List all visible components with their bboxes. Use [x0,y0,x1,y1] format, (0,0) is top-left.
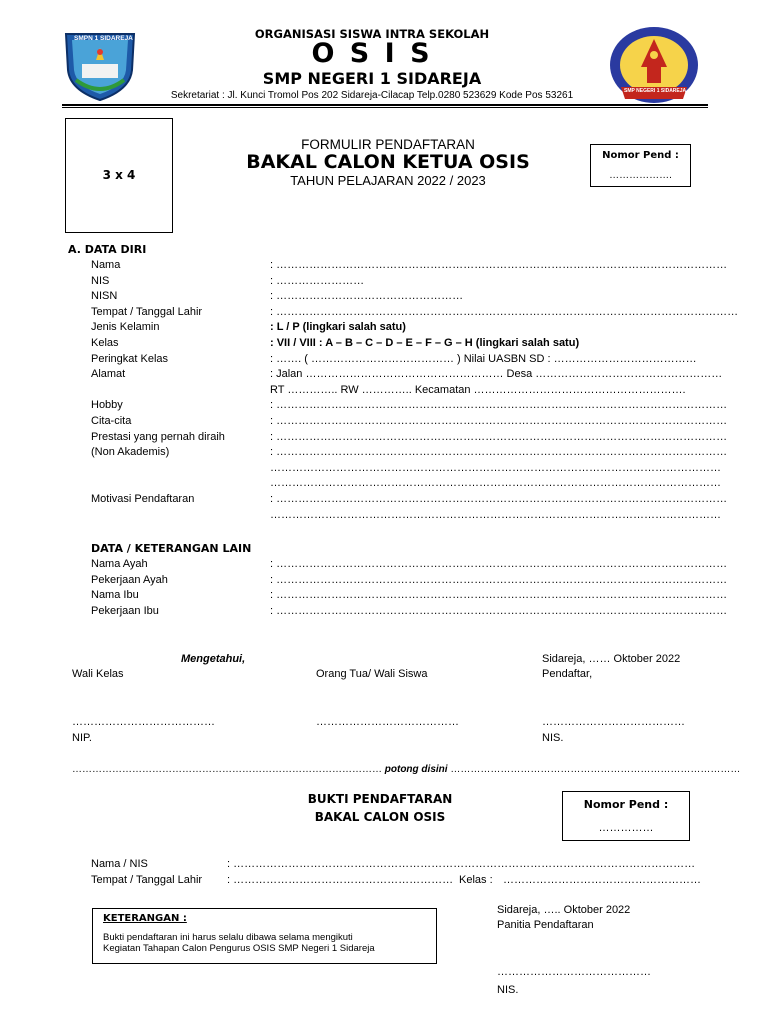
form-row-label: Cita-cita [91,415,132,427]
photo-size-label: 3 x 4 [102,168,136,182]
org-name: ORGANISASI SISWA INTRA SEKOLAH [254,27,490,41]
form-row-field[interactable]: : …………………………………………………………………………………………………………… [270,589,728,602]
form-row-field[interactable]: …………………………………………………………………………………………………………… [270,477,721,490]
form-row-field[interactable]: : …………………………………………………………………………………………………………… [270,604,728,617]
form-row-label: (Non Akademis) [91,446,170,459]
form-row-field[interactable]: : …………………………………………………………………………………………………………… [270,573,728,586]
receipt-place-date: Sidareja, ….. Oktober 2022 [497,904,631,916]
header-rule-thin [62,107,708,108]
form-row-label: NISN [91,290,118,303]
form-row-field[interactable]: : ……. ( ………………………………… ) Nilai UASBN SD : ………………………………… [270,352,697,365]
form-row-field[interactable]: : L / P (lingkari salah satu) [270,321,406,334]
cut-label: potong disini [384,764,448,775]
pendaftar-label: Pendaftar, [542,668,593,680]
form-row-label: Pekerjaan Ayah [91,573,168,586]
receipt-kelas-label: Kelas : [459,874,493,886]
form-row-label: Alamat [91,368,126,381]
wali-kelas-label: Wali Kelas [72,668,124,680]
cut-line-right: …………………………………………………………………………… [450,764,741,775]
secretariat-address: Sekretariat : Jl. Kunci Tromol Pos 202 Sidareja-Cilacap Telp.0280 523629 Kode Pos 53261 [170,90,574,101]
form-row-label: NIS [91,274,110,287]
form-row-field[interactable]: : …………………………………………………………………………………………………………… [270,415,728,427]
cut-line [72,764,741,775]
section-a-heading: A. DATA DIRI [68,243,147,256]
receipt-number-value[interactable]: …………… [598,822,654,834]
orang-tua-label: Orang Tua/ Wali Siswa [316,668,428,680]
receipt-kelas-field[interactable]: ……………………………………………… [503,874,701,886]
school-logo-right [607,25,701,105]
form-row-field[interactable]: : …………………………………………… [270,290,464,303]
cut-line-left: ………………………………………………………………………………… [72,764,382,775]
keterangan-title: KETERANGAN : [103,913,187,924]
form-row-field[interactable]: : …………………………………………………………………………………………………………… [270,259,728,271]
receipt-ttl-field[interactable]: : …………………………………………………… [227,874,454,886]
header-rule-thick [62,104,708,106]
osis-title: O S I S [311,38,433,69]
nip-label: NIP. [72,732,92,744]
logo-left-text: SMPN 1 SIDAREJA [74,35,133,42]
form-row-field[interactable]: …………………………………………………………………………………………………………… [270,508,721,521]
form-row-label: Jenis Kelamin [91,321,160,334]
form-row-label: Hobby [91,399,123,412]
form-row-label: Prestasi yang pernah diraih [91,430,225,443]
form-subtitle: FORMULIR PENDAFTARAN [301,137,475,152]
nis-label: NIS. [542,732,564,744]
form-row-field[interactable]: …………………………………………………………………………………………………………… [270,461,721,474]
pendaftar-signature-line[interactable]: ………………………………… [542,716,685,728]
form-row-field[interactable]: : …………………………………………………………………………………………………………… [270,446,728,459]
form-row-label: Pekerjaan Ibu [91,604,159,617]
receipt-number-label: Nomor Pend : [583,798,669,811]
registration-number-label: Nomor Pend : [602,150,679,161]
form-year: TAHUN PELAJARAN 2022 / 2023 [290,173,486,188]
panitia-label: Panitia Pendaftaran [497,919,594,931]
logo-right-text: SMP NEGERI 1 SIDAREJA [624,88,687,94]
form-row-label: Nama Ayah [91,558,148,570]
panitia-signature-line[interactable]: …………………………………… [497,966,651,978]
section-lain-heading: DATA / KETERANGAN LAIN [91,542,252,555]
receipt-subtitle: BAKAL CALON OSIS [314,810,446,824]
receipt-nama-label: Nama / NIS [91,858,148,870]
keterangan-line-2: Kegiatan Tahapan Calon Pengurus OSIS SMP Negeri 1 Sidareja [103,943,375,954]
keterangan-line-1: Bukti pendaftaran ini harus selalu dibawa selama mengikuti [103,932,353,943]
registration-number-value[interactable]: ………………. [609,170,672,181]
receipt-title: BUKTI PENDAFTARAN [307,792,453,806]
form-row-field[interactable]: : …………………… [270,274,365,287]
receipt-ttl-label: Tempat / Tanggal Lahir [91,874,203,886]
form-row-label: Tempat / Tanggal Lahir [91,305,203,318]
school-name: SMP NEGERI 1 SIDAREJA [262,69,482,88]
form-row-field[interactable]: : …………………………………………………………………………………………………………… [270,430,728,443]
form-row-field[interactable]: : Jalan ……………………………………………… Desa …………………………………………… [270,368,723,381]
receipt-nis-label: NIS. [497,984,519,996]
mengetahui-label: Mengetahui, [181,653,246,665]
form-row-field[interactable]: : …………………………………………………………………………………………………………… [270,399,728,412]
receipt-nama-field[interactable]: : ……………………………………………………………………………………………………………… [227,858,696,870]
form-row-field[interactable]: RT ………….. RW ………….. Kecamatan …………………………………………………. [270,383,686,396]
form-title: BAKAL CALON KETUA OSIS [246,151,530,173]
form-row-field[interactable]: : …………………………………………………………………………………………………………… [270,493,728,505]
signature-place-date: Sidareja, …… Oktober 2022 [542,653,681,665]
form-row-label: Nama [91,259,121,271]
orang-tua-signature-line[interactable]: ………………………………… [316,716,459,728]
form-row-label: Motivasi Pendaftaran [91,493,195,505]
form-row-field[interactable]: : VII / VIII : A – B – C – D – E – F – G – H (lingkari salah satu) [270,337,580,349]
form-row-label: Nama Ibu [91,589,139,602]
form-row-field[interactable]: : …………………………………………………………………………………………………………… [270,558,728,570]
form-row-label: Peringkat Kelas [91,352,169,365]
wali-kelas-signature-line[interactable]: ………………………………… [72,716,215,728]
form-row-label: Kelas [91,337,119,349]
form-row-field[interactable]: : ……………………………………………………………………………………………………………… [270,305,739,318]
